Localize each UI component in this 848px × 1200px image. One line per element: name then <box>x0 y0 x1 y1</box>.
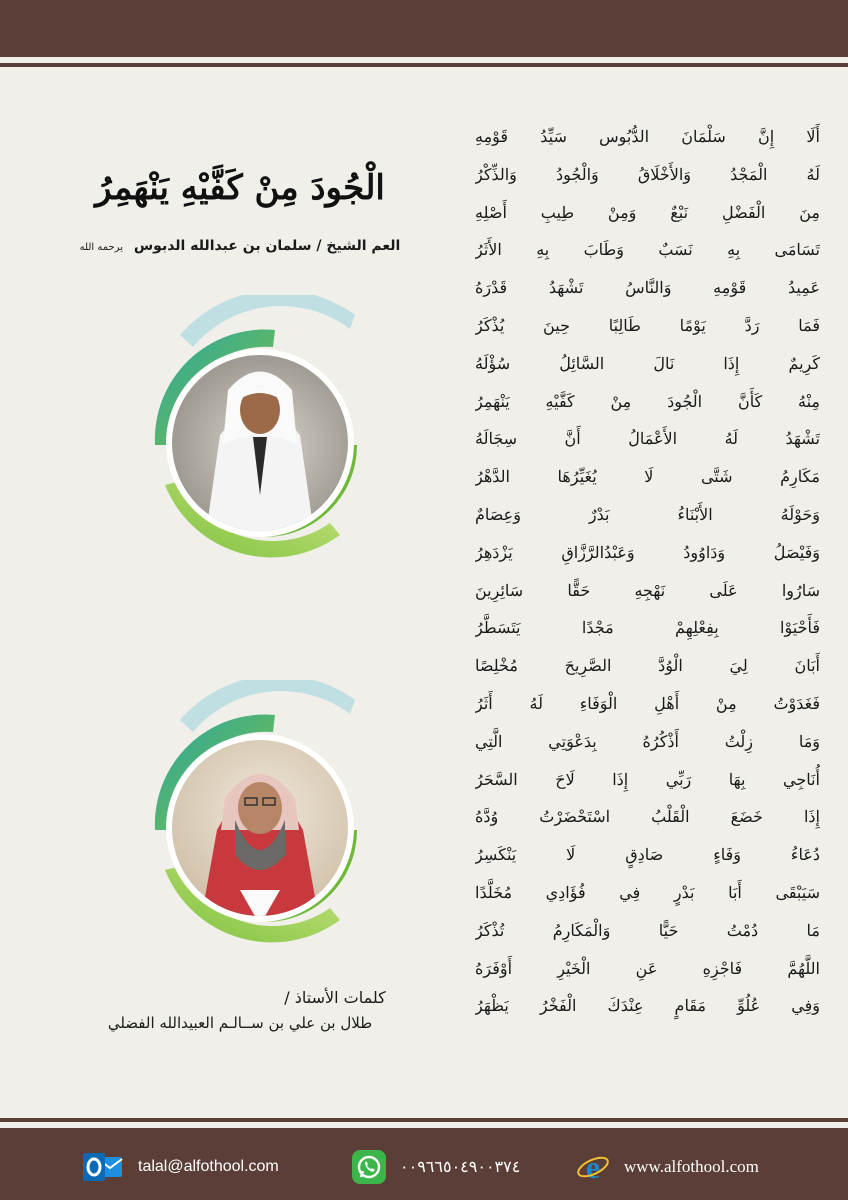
poem-line: لَهُ الْمَجْدُ وَالأَخْلَاقُ وَالْجُودُ وَالذِّكْرُ <box>475 164 820 184</box>
poem-line: مَكَارِمُ شَتَّى لَا يُغَيِّرُهَا الدَّهْرُ <box>475 467 820 487</box>
poem-line: أَلَا إِنَّ سَلْمَانَ الدُّبُوس سَيِّدُ قَوْمِهِ <box>475 127 820 146</box>
bottom-divider <box>0 1118 848 1122</box>
poem-line: أَبَانَ لِيَ الْوُدَّ الصَّرِيحَ مُخْلِصًا <box>475 656 820 676</box>
poem-line: فَمَا رَدَّ يَوْمًا طَالِبًا حِينَ يُذْكَرُ <box>475 315 820 335</box>
top-divider <box>0 63 848 67</box>
internet-explorer-icon <box>576 1150 610 1184</box>
poem-line: وَفِي عُلُوِّ مَقَامٍ عِنْدَكَ الْفَخْرُ يَظْهَرُ <box>475 996 820 1016</box>
poem-title: الْجُودَ مِنْ كَفَّيْهِ يَنْهَمِرُ <box>95 168 385 208</box>
poem-line: وَمَا زِلْتُ أَذْكُرُهُ بِدَعْوَتِي الَّتِي <box>475 731 820 751</box>
email-address[interactable]: talal@alfothool.com <box>138 1158 279 1175</box>
credit-label: كلمات الأستاذ / <box>284 988 386 1007</box>
website-url[interactable]: www.alfothool.com <box>624 1157 759 1176</box>
poem-line: دُعَاءُ وَفَاءٍ صَادِقٍ لَا يَنْكَسِرُ <box>475 845 820 865</box>
poem-line: فَأَحْيَوْا بِفِعْلِهِمْ مَجْدًا يَتَسَطَّرُ <box>475 618 820 638</box>
subtitle <box>40 238 440 254</box>
poem-line: عَمِيدُ قَوْمِهِ وَالنَّاسُ تَشْهَدُ قَدْرَهُ <box>475 278 820 298</box>
poem-line: تَشْهَدُ لَهُ الأَعْمَالُ أَنَّ سِجَالَهُ <box>475 429 820 449</box>
outlook-icon <box>82 1150 124 1184</box>
contact-email[interactable] <box>82 1150 279 1184</box>
portrait-subject <box>125 295 365 565</box>
poem-line: كَرِيمٌ إِذَا نَالَ السَّائِلُ سُؤْلَهُ <box>475 353 820 373</box>
poem-line: إِذَا خَضَعَ الْقَلْبُ اسْتَحْضَرْتُ وُدَّهُ <box>475 807 820 827</box>
whatsapp-icon <box>352 1150 386 1184</box>
svg-text:e: e <box>585 1150 601 1184</box>
poem-line: أُنَاجِي بِهَا رَبِّي إِذَا لَاحَ السَّحَرُ <box>475 769 820 789</box>
poem-line: سَيَبْقَى أَبَا بَدْرٍ فِي فُؤَادِي مُخَلَّدًا <box>475 882 820 902</box>
portrait-author <box>125 680 365 950</box>
poem-line: مِنْهُ كَأَنَّ الْجُودَ مِنْ كَفَّيْهِ يَنْهَمِرُ <box>475 391 820 411</box>
poem-line: وَحَوْلَهُ الأَبْنَاءُ بَدْرٌ وَعِصَامٌ <box>475 504 820 524</box>
poem-line: فَغَدَوْتُ مِنْ أَهْلِ الْوَفَاءِ لَهُ أَثَرُ <box>475 693 820 713</box>
rip-note: يرحمه الله <box>79 242 123 253</box>
phone-number[interactable]: ٠٠٩٦٦٥٠٤٩٠٠٣٧٤ <box>400 1159 521 1176</box>
poem <box>475 118 820 1025</box>
top-banner <box>0 0 848 57</box>
contact-phone[interactable] <box>352 1150 520 1184</box>
poem-line: وَفَيْصَلُ وَدَاوُودُ وَعَبْدُالرَّزَّاقِ يَزْدَهِرُ <box>475 542 820 562</box>
contact-website[interactable] <box>576 1150 759 1184</box>
poem-line: مَا دُمْتُ حَيًّا وَالْمَكَارِمُ تُذْكَرُ <box>475 920 820 940</box>
subject-name: العم الشيخ / سلمان بن عبدالله الدبوس <box>133 238 401 254</box>
poem-line: مِنَ الْفَضْلِ نَبْعٌ وَمِنْ طِيبِ أَصْلِهِ <box>475 202 820 222</box>
poem-line: تَسَامَى بِهِ نَسَبٌ وَطَابَ بِهِ الأَثَرُ <box>475 240 820 260</box>
credit-name: طلال بن علي بن ســالـم العبيدالله الفضلي <box>107 1014 373 1032</box>
poem-line: سَارُوا عَلَى نَهْجِهِ حَقًّا سَائِرِينَ <box>475 580 820 600</box>
poem-line: اللَّهُمَّ فَاجْزِهِ عَنِ الْخَيْرِ أَوْفَرَهُ <box>475 958 820 978</box>
